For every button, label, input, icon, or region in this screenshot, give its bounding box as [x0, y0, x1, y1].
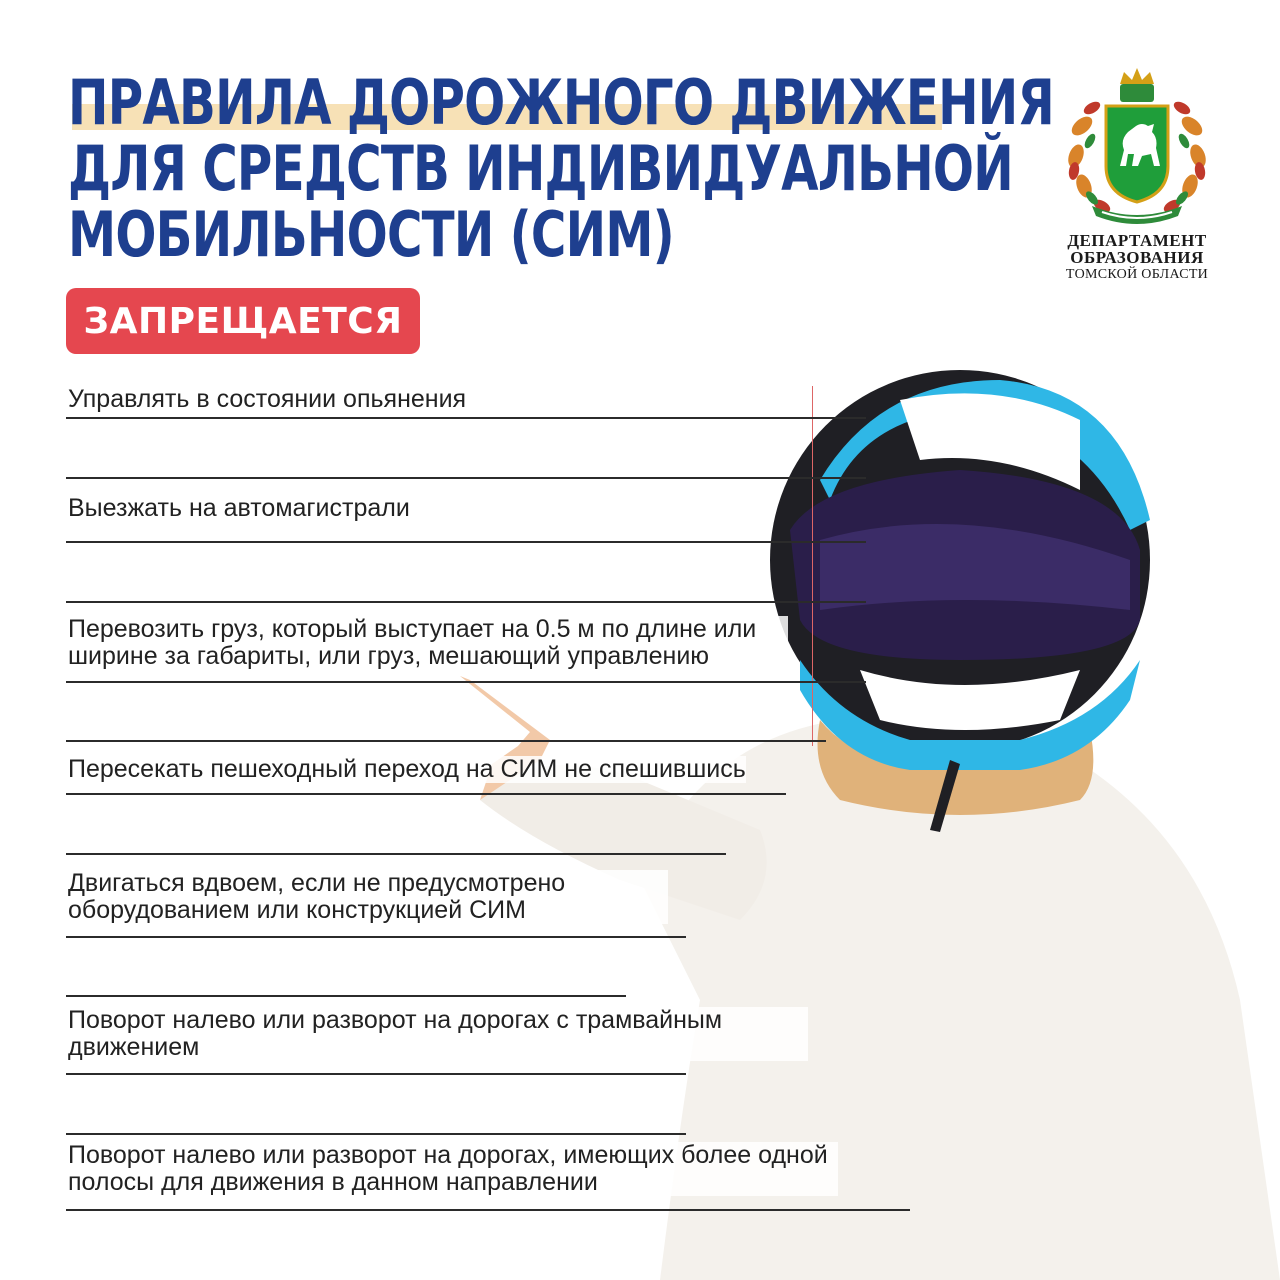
margin-line: [812, 386, 813, 746]
divider: [66, 740, 826, 742]
rule-item: Двигаться вдвоем, если не предусмотрено оборудованием или конструкцией СИМ: [68, 870, 668, 924]
divider: [66, 477, 866, 479]
rule-item: Пересекать пешеходный переход на СИМ не спешившись: [68, 755, 746, 783]
page-title: [68, 66, 1280, 271]
divider: [66, 417, 866, 419]
title-line-2: ДЛЯ СРЕДСТВ ИНДИВИДУАЛЬНОЙ: [68, 132, 1013, 205]
divider: [66, 681, 866, 683]
logo-line-1: ДЕПАРТАМЕНТ: [1067, 231, 1207, 250]
logo-line-2: ОБРАЗОВАНИЯ: [1070, 248, 1204, 267]
rule-item: Перевозить груз, который выступает на 0.5 м по длине или ширине за габариты, или груз, мешающий управлению: [68, 616, 788, 670]
divider: [66, 936, 686, 938]
divider: [66, 1133, 686, 1135]
rule-item: Выезжать на автомагистрали: [68, 494, 410, 522]
title-line-3: МОБИЛЬНОСТИ (СИМ): [68, 198, 674, 271]
rule-item: Поворот налево или разворот на дорогах с трамвайным движением: [68, 1007, 808, 1061]
divider: [66, 995, 626, 997]
logo-line-3: ТОМСКОЙ ОБЛАСТИ: [1065, 267, 1209, 282]
divider: [66, 541, 866, 543]
divider: [66, 1209, 910, 1211]
divider: [66, 853, 726, 855]
prohibited-badge: ЗАПРЕЩАЕТСЯ: [66, 288, 420, 354]
divider: [66, 601, 866, 603]
rule-item: Поворот налево или разворот на дорогах, имеющих более одной полосы для движения в данном направлении: [68, 1142, 838, 1196]
divider: [66, 1073, 686, 1075]
divider: [66, 793, 786, 795]
title-line-1: ПРАВИЛА ДОРОЖНОГО ДВИЖЕНИЯ: [68, 66, 1054, 139]
rule-item: Управлять в состоянии опьянения: [68, 385, 467, 413]
